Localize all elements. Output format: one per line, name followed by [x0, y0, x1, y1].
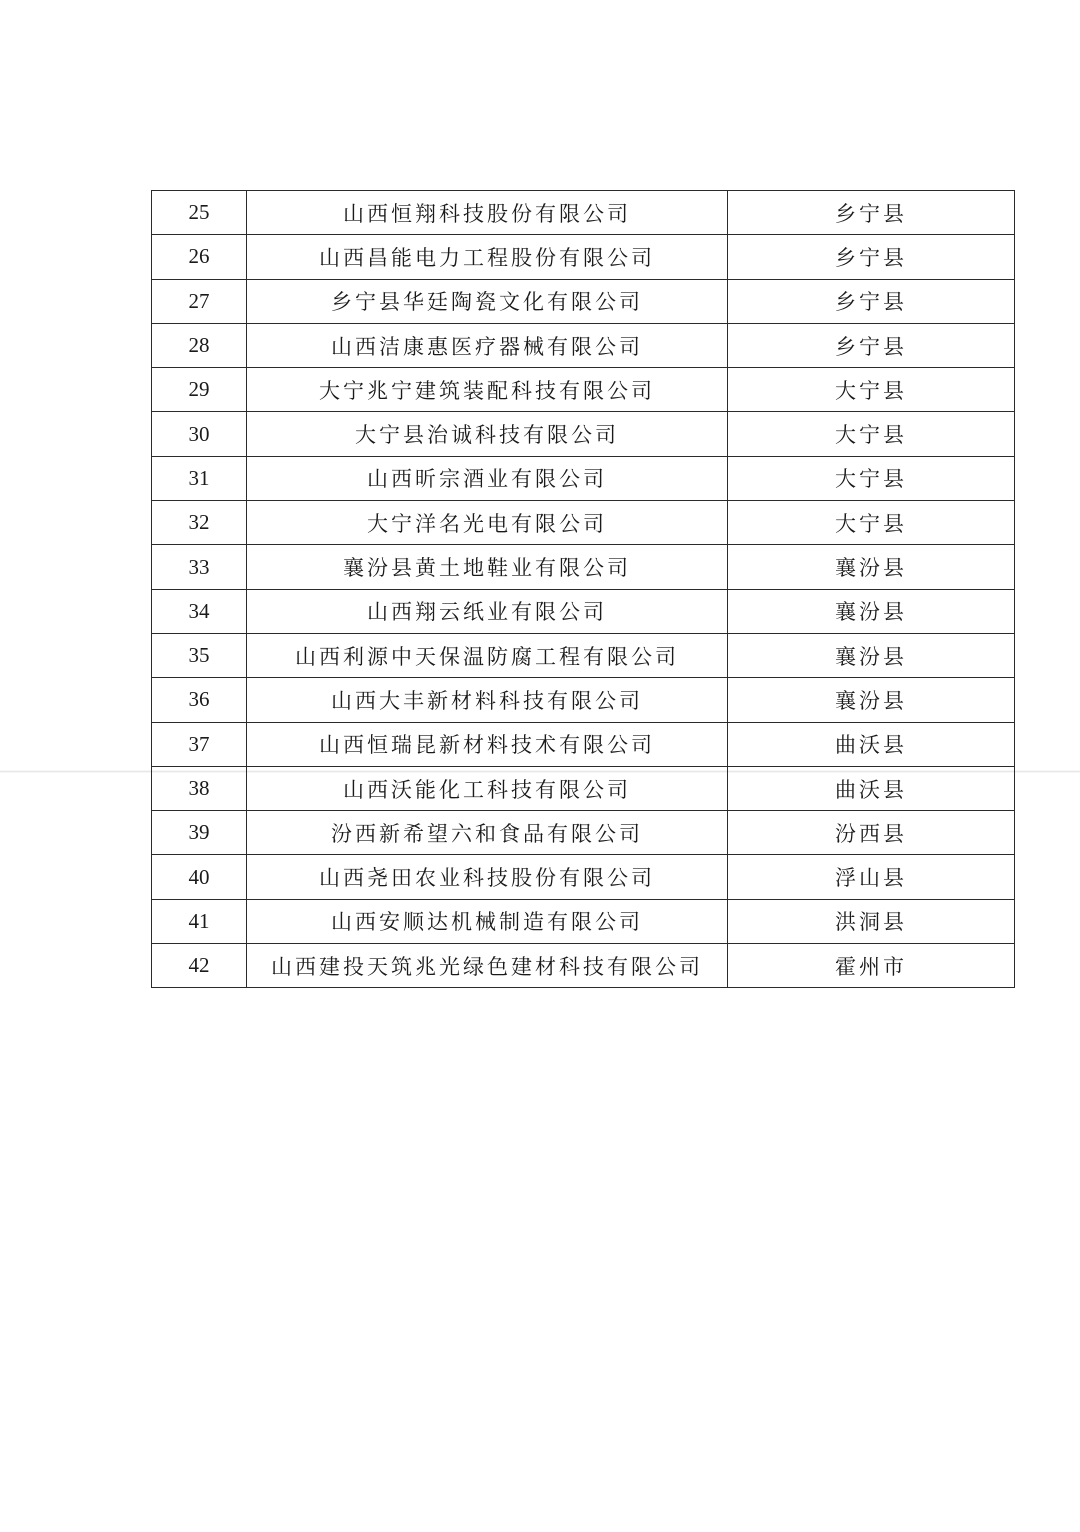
row-number: 38 — [152, 766, 247, 810]
county-name: 乡宁县 — [728, 323, 1015, 367]
row-number: 35 — [152, 633, 247, 677]
county-name: 乡宁县 — [728, 279, 1015, 323]
table-row — [152, 456, 1015, 500]
table-row — [152, 279, 1015, 323]
company-name: 山西尧田农业科技股份有限公司 — [247, 855, 728, 899]
table-row — [152, 633, 1015, 677]
county-name: 乡宁县 — [728, 191, 1015, 235]
company-name: 大宁洋名光电有限公司 — [247, 501, 728, 545]
company-list-body — [152, 191, 1015, 988]
company-name: 山西安顺达机械制造有限公司 — [247, 899, 728, 943]
table-row — [152, 766, 1015, 810]
company-name: 山西利源中天保温防腐工程有限公司 — [247, 633, 728, 677]
county-name: 乡宁县 — [728, 235, 1015, 279]
company-name: 山西大丰新材料科技有限公司 — [247, 678, 728, 722]
table-row — [152, 323, 1015, 367]
table-row — [152, 855, 1015, 899]
table-row — [152, 589, 1015, 633]
company-name: 大宁兆宁建筑装配科技有限公司 — [247, 368, 728, 412]
table-row — [152, 899, 1015, 943]
company-list-table — [151, 190, 1015, 988]
row-number: 30 — [152, 412, 247, 456]
company-name: 襄汾县黄土地鞋业有限公司 — [247, 545, 728, 589]
table-row — [152, 545, 1015, 589]
table-row — [152, 501, 1015, 545]
county-name: 襄汾县 — [728, 545, 1015, 589]
county-name: 霍州市 — [728, 944, 1015, 988]
county-name: 襄汾县 — [728, 589, 1015, 633]
company-name: 山西恒瑞昆新材料技术有限公司 — [247, 722, 728, 766]
company-name: 山西昌能电力工程股份有限公司 — [247, 235, 728, 279]
table-row — [152, 944, 1015, 988]
row-number: 27 — [152, 279, 247, 323]
county-name: 浮山县 — [728, 855, 1015, 899]
company-name: 山西沃能化工科技有限公司 — [247, 766, 728, 810]
county-name: 汾西县 — [728, 811, 1015, 855]
table-row — [152, 191, 1015, 235]
table-row — [152, 811, 1015, 855]
row-number: 28 — [152, 323, 247, 367]
county-name: 大宁县 — [728, 368, 1015, 412]
row-number: 33 — [152, 545, 247, 589]
company-name: 乡宁县华廷陶瓷文化有限公司 — [247, 279, 728, 323]
company-name: 山西建投天筑兆光绿色建材科技有限公司 — [247, 944, 728, 988]
county-name: 洪洞县 — [728, 899, 1015, 943]
table-row — [152, 368, 1015, 412]
row-number: 40 — [152, 855, 247, 899]
county-name: 大宁县 — [728, 456, 1015, 500]
company-name: 山西恒翔科技股份有限公司 — [247, 191, 728, 235]
company-name: 山西昕宗酒业有限公司 — [247, 456, 728, 500]
row-number: 31 — [152, 456, 247, 500]
table-row — [152, 235, 1015, 279]
county-name: 大宁县 — [728, 501, 1015, 545]
company-name: 大宁县治诚科技有限公司 — [247, 412, 728, 456]
row-number: 29 — [152, 368, 247, 412]
county-name: 襄汾县 — [728, 678, 1015, 722]
row-number: 37 — [152, 722, 247, 766]
table-row — [152, 678, 1015, 722]
company-name: 汾西新希望六和食品有限公司 — [247, 811, 728, 855]
table-row — [152, 412, 1015, 456]
row-number: 34 — [152, 589, 247, 633]
county-name: 襄汾县 — [728, 633, 1015, 677]
county-name: 大宁县 — [728, 412, 1015, 456]
row-number: 42 — [152, 944, 247, 988]
company-name: 山西翔云纸业有限公司 — [247, 589, 728, 633]
table-row — [152, 722, 1015, 766]
county-name: 曲沃县 — [728, 766, 1015, 810]
row-number: 26 — [152, 235, 247, 279]
company-name: 山西洁康惠医疗器械有限公司 — [247, 323, 728, 367]
row-number: 39 — [152, 811, 247, 855]
row-number: 36 — [152, 678, 247, 722]
row-number: 25 — [152, 191, 247, 235]
row-number: 41 — [152, 899, 247, 943]
row-number: 32 — [152, 501, 247, 545]
county-name: 曲沃县 — [728, 722, 1015, 766]
